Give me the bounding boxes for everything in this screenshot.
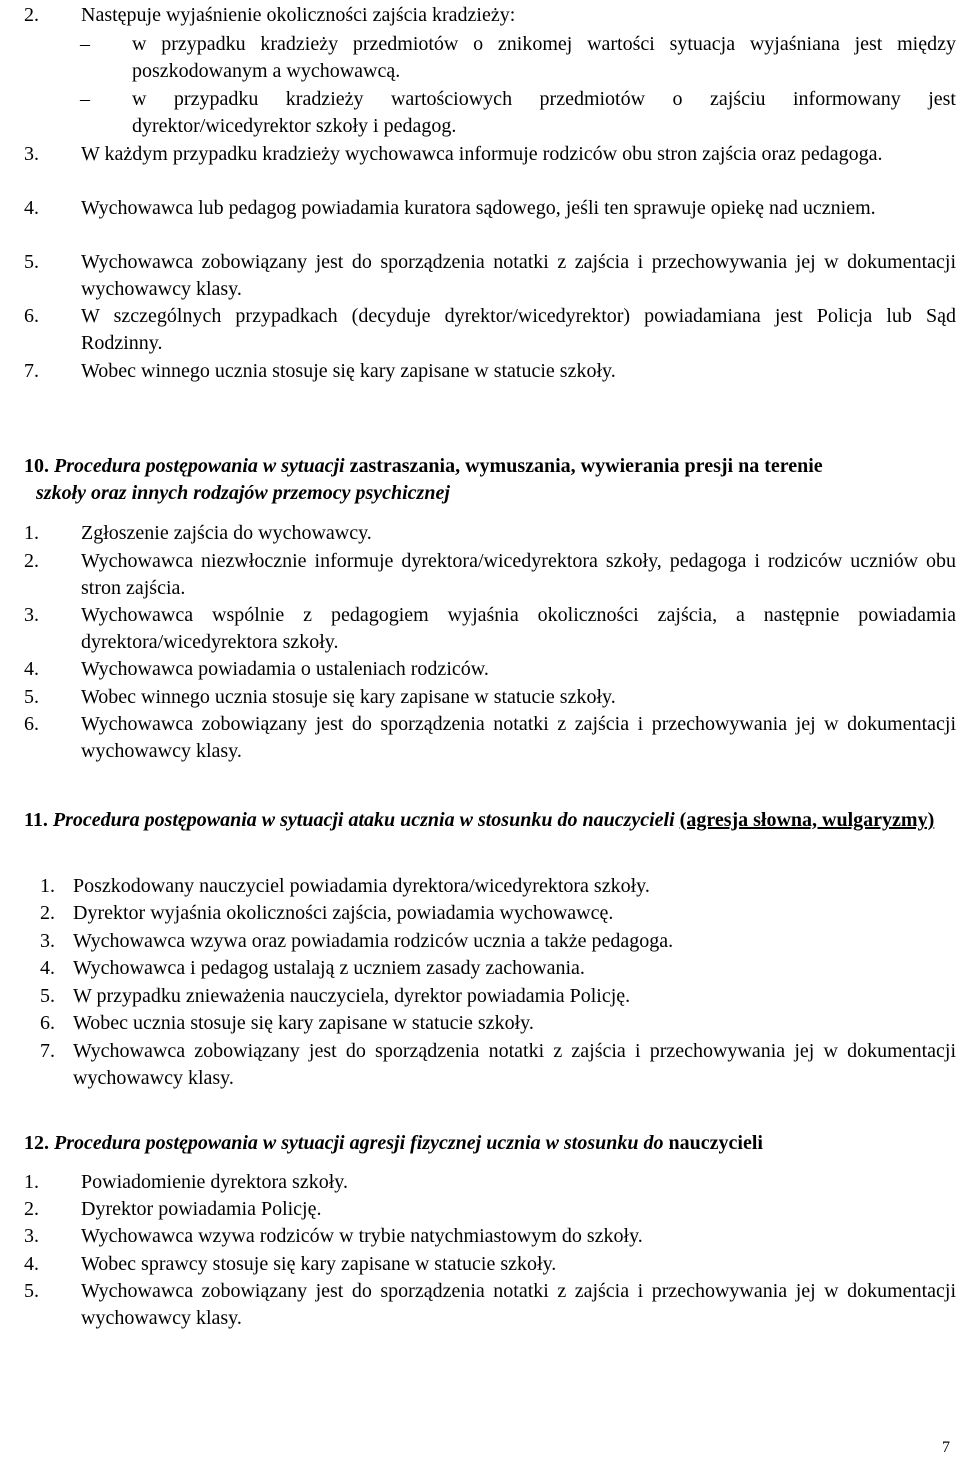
item-number: 1. <box>24 1171 39 1193</box>
item-number: 6. <box>40 1012 55 1034</box>
item-number: 4. <box>24 658 39 680</box>
heading-bold: zastraszania, wymuszania, wywierania presji na terenie <box>349 455 823 477</box>
item-text: Poszkodowany nauczyciel powiadamia dyrektora/wicedyrektora szkoły. <box>73 875 650 897</box>
list-item <box>24 1196 956 1223</box>
item-text: Wychowawca lub pedagog powiadamia kuratora sądowego, jeśli ten sprawuje opiekę nad uczniem. <box>81 197 876 219</box>
item-text: Wobec winnego ucznia stosuje się kary zapisane w statucie szkoły. <box>81 360 616 382</box>
list-item <box>24 1278 956 1332</box>
list-item <box>24 1223 956 1250</box>
item-number: 5. <box>40 985 55 1007</box>
list-item <box>40 983 956 1010</box>
heading-bold: nauczycieli <box>668 1132 763 1154</box>
item-number: 7. <box>40 1040 55 1062</box>
item-text: Wychowawca zobowiązany jest do sporządzenia notatki z zajścia i przechowywania jej w dokumentacji wychowawcy klasy. <box>73 1040 956 1089</box>
list-item <box>40 900 956 927</box>
item-text: Wychowawca i pedagog ustalają z uczniem zasady zachowania. <box>73 957 585 979</box>
list-item <box>24 195 956 222</box>
item-text: Wychowawca wzywa oraz powiadamia rodziców ucznia a także pedagoga. <box>73 930 674 952</box>
item-text: Dyrektor wyjaśnia okoliczności zajścia, powiadamia wychowawcę. <box>73 902 614 924</box>
list-item <box>24 249 956 303</box>
item-number: 4. <box>24 1253 39 1275</box>
item-text: W każdym przypadku kradzieży wychowawca informuje rodziców obu stron zajścia oraz pedagoga. <box>81 143 883 165</box>
item-number: 1. <box>24 522 39 544</box>
item-text: Następuje wyjaśnienie okoliczności zajścia kradzieży: <box>81 4 516 26</box>
section-number: 10. <box>24 455 49 477</box>
item-text: Powiadomienie dyrektora szkoły. <box>81 1171 348 1193</box>
item-number: 7. <box>24 360 39 382</box>
item-text: Wobec winnego ucznia stosuje się kary zapisane w statucie szkoły. <box>81 686 616 708</box>
list-item <box>24 1169 956 1196</box>
list-item <box>24 684 956 711</box>
list-item <box>24 303 956 357</box>
list-item <box>40 955 956 982</box>
sub-list-item <box>80 31 956 85</box>
list-item <box>24 520 956 547</box>
item-text: Wychowawca niezwłocznie informuje dyrektora/wicedyrektora szkoły, pedagoga i rodziców uczniów obu stron zajścia. <box>81 550 956 599</box>
dash-bullet: – <box>80 88 90 110</box>
item-text: Wychowawca powiadamia o ustaleniach rodziców. <box>81 658 489 680</box>
item-text: Wobec sprawcy stosuje się kary zapisane w statucie szkoły. <box>81 1253 557 1275</box>
dash-bullet: – <box>80 33 90 55</box>
section-heading <box>24 453 936 507</box>
list-item <box>24 711 956 765</box>
item-text: W szczególnych przypadkach (decyduje dyrektor/wicedyrektor) powiadamiana jest Policja lub Sąd Rodzinny. <box>81 305 956 354</box>
item-text: Zgłoszenie zajścia do wychowawcy. <box>81 522 372 544</box>
heading-underline: (agresja słowna, wulgaryzmy) <box>679 809 935 831</box>
item-number: 2. <box>24 1198 39 1220</box>
item-text: Wychowawca wzywa rodziców w trybie natychmiastowym do szkoły. <box>81 1225 643 1247</box>
list-item <box>24 1251 956 1278</box>
section-heading <box>24 1130 936 1157</box>
heading-italic: Procedura postępowania w sytuacji ataku ucznia w stosunku do nauczycieli <box>52 809 675 831</box>
item-text: Wychowawca zobowiązany jest do sporządzenia notatki z zajścia i przechowywania jej w dokumentacji wychowawcy klasy. <box>81 251 956 300</box>
item-number: 2. <box>24 4 39 26</box>
section-heading <box>24 807 936 834</box>
item-text: W przypadku znieważenia nauczyciela, dyrektor powiadamia Policję. <box>73 985 631 1007</box>
item-number: 3. <box>24 143 39 165</box>
item-number: 3. <box>40 930 55 952</box>
heading-italic: Procedura postępowania w sytuacji agresji fizycznej ucznia w stosunku do <box>54 1132 664 1154</box>
page-number: 7 <box>942 1439 950 1456</box>
list-item <box>24 2 936 29</box>
item-number: 5. <box>24 1280 39 1302</box>
item-text: Wychowawca wspólnie z pedagogiem wyjaśnia okoliczności zajścia, a następnie powiadamia dyrektora/wicedyrektora szkoły. <box>81 604 956 653</box>
item-text: Dyrektor powiadamia Policję. <box>81 1198 322 1220</box>
heading-italic: szkoły oraz innych rodzajów przemocy psychicznej <box>36 482 450 504</box>
item-text: w przypadku kradzieży przedmiotów o znikomej wartości sytuacja wyjaśniana jest między poszkodowanym a wychowawcą. <box>132 33 956 82</box>
list-item <box>24 548 956 602</box>
item-number: 5. <box>24 251 39 273</box>
item-number: 3. <box>24 604 39 626</box>
list-item <box>24 656 956 683</box>
list-item <box>40 928 956 955</box>
item-number: 1. <box>40 875 55 897</box>
heading-italic: Procedura postępowania w sytuacji <box>54 455 345 477</box>
item-number: 2. <box>40 902 55 924</box>
item-number: 6. <box>24 305 39 327</box>
item-text: Wobec ucznia stosuje się kary zapisane w statucie szkoły. <box>73 1012 534 1034</box>
list-item <box>40 1010 956 1037</box>
item-text: w przypadku kradzieży wartościowych przedmiotów o zajściu informowany jest dyrektor/wicedyrektor szkoły i pedagog. <box>132 88 956 137</box>
item-number: 4. <box>24 197 39 219</box>
item-number: 6. <box>24 713 39 735</box>
item-number: 3. <box>24 1225 39 1247</box>
list-item <box>40 1038 956 1092</box>
sub-list-item <box>80 86 956 140</box>
list-item <box>40 873 956 900</box>
section-number: 12. <box>24 1132 49 1154</box>
item-number: 4. <box>40 957 55 979</box>
item-text: Wychowawca zobowiązany jest do sporządzenia notatki z zajścia i przechowywania jej w dokumentacji wychowawcy klasy. <box>81 1280 956 1329</box>
item-number: 2. <box>24 550 39 572</box>
item-number: 5. <box>24 686 39 708</box>
list-item <box>24 602 956 656</box>
list-item <box>24 358 956 385</box>
item-text: Wychowawca zobowiązany jest do sporządzenia notatki z zajścia i przechowywania jej w dokumentacji wychowawcy klasy. <box>81 713 956 762</box>
section-number: 11. <box>24 809 48 831</box>
list-item <box>24 141 956 168</box>
